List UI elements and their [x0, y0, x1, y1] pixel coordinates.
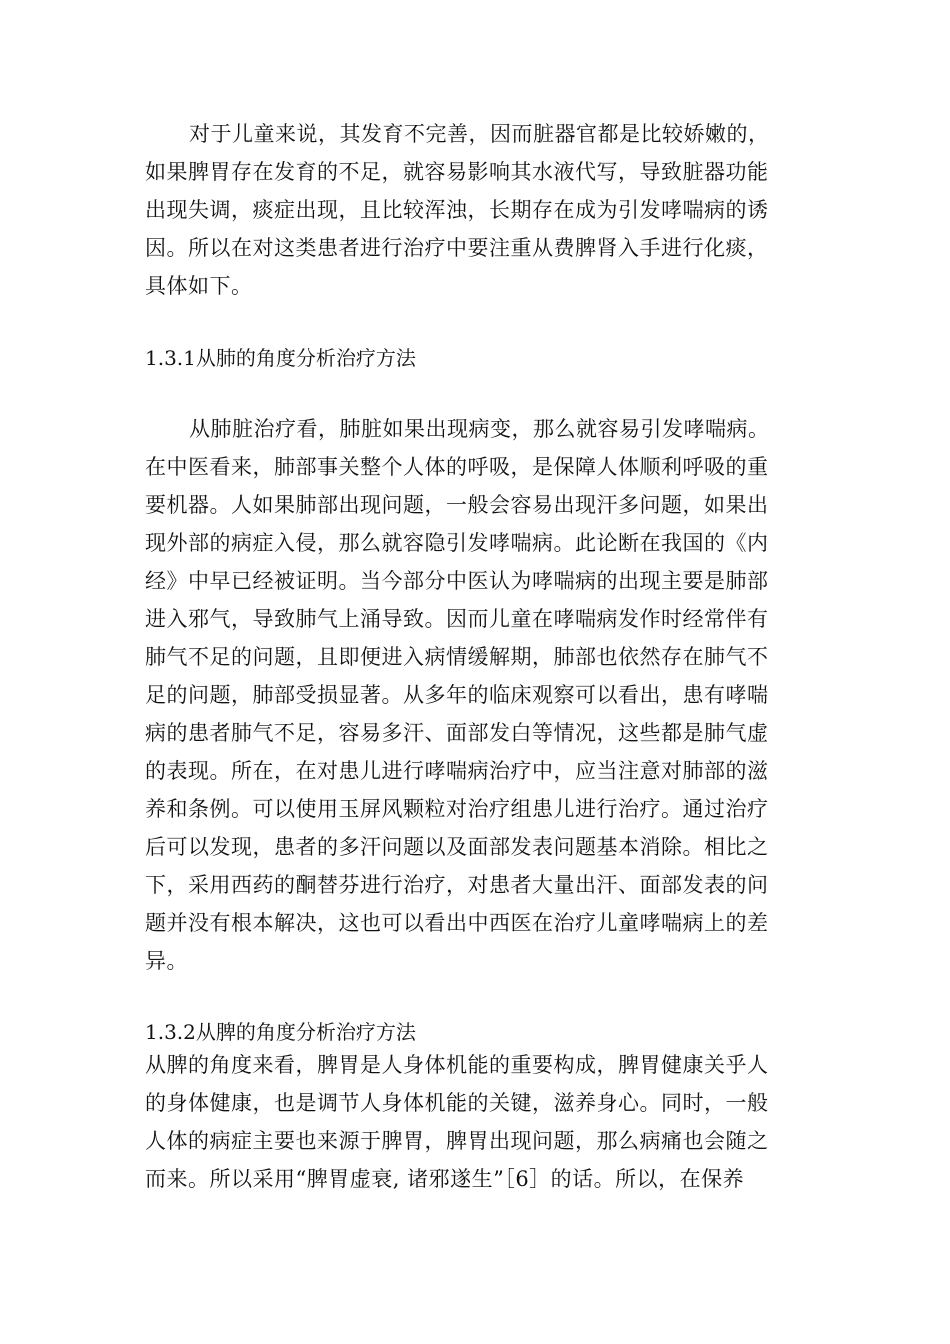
paragraph-line: 对于儿童来说，其发育不完善，因而脏器官都是比较娇嫩的， [189, 122, 770, 146]
paragraph-line: 出现失调，痰症出现，且比较浑浊，长期存在成为引发哮喘病的诱 [145, 198, 769, 222]
section-heading-spleen: 1.3.2从脾的角度分析治疗方法 [145, 1020, 416, 1044]
paragraph-line: 现外部的病症入侵，那么就容隐引发哮喘病。此论断在我国的《内 [145, 531, 769, 555]
paragraph-line: 下，采用西药的酮替芬进行治疗，对患者大量出汗、面部发表的问 [145, 873, 769, 897]
paragraph-line: 从脾的角度来看，脾胃是人身体机能的重要构成，脾胃健康关乎人 [145, 1053, 769, 1077]
paragraph-line: 的表现。所在，在对患儿进行哮喘病治疗中，应当注意对肺部的滋 [145, 759, 769, 783]
paragraph-line: 病的患者肺气不足，容易多汗、面部发白等情况，这些都是肺气虚 [145, 721, 769, 745]
paragraph-line: 因。所以在对这类患者进行治疗中要注重从费脾肾入手进行化痰， [145, 236, 769, 260]
paragraph-line: 从肺脏治疗看，肺脏如果出现病变，那么就容易引发哮喘病。 [189, 417, 770, 441]
paragraph-line: 养和条例。可以使用玉屏风颗粒对治疗组患儿进行治疗。通过治疗 [145, 797, 769, 821]
paragraph-line: 在中医看来，肺部事关整个人体的呼吸，是保障人体顺利呼吸的重 [145, 455, 769, 479]
paragraph-line: 的身体健康，也是调节人身体机能的关键，滋养身心。同时，一般 [145, 1091, 769, 1115]
paragraph-line: 进入邪气，导致肺气上涌导致。因而儿童在哮喘病发作时经常伴有 [145, 607, 769, 631]
paragraph-line: 异。 [145, 949, 188, 973]
paragraph-line: 而来。所以采用“脾胃虚衰, 诸邪遂生”［6］的话。所以，在保养 [145, 1167, 745, 1191]
paragraph-line: 如果脾胃存在发育的不足，就容易影响其水液代写，导致脏器功能 [145, 160, 769, 184]
paragraph-line: 人体的病症主要也来源于脾胃，脾胃出现问题，那么病痛也会随之 [145, 1129, 769, 1153]
section-heading-lung: 1.3.1从肺的角度分析治疗方法 [145, 346, 416, 370]
paragraph-line: 要机器。人如果肺部出现问题，一般会容易出现汗多问题，如果出 [145, 493, 769, 517]
paragraph-line: 肺气不足的问题，且即便进入病情缓解期，肺部也依然存在肺气不 [145, 645, 769, 669]
paragraph-line: 后可以发现，患者的多汗问题以及面部发表问题基本消除。相比之 [145, 835, 769, 859]
paragraph-line: 经》中早已经被证明。当今部分中医认为哮喘病的出现主要是肺部 [145, 569, 769, 593]
paragraph-line: 具体如下。 [145, 274, 253, 298]
paragraph-line: 足的问题，肺部受损显著。从多年的临床观察可以看出，患有哮喘 [145, 683, 769, 707]
paragraph-line: 题并没有根本解决，这也可以看出中西医在治疗儿童哮喘病上的差 [145, 911, 769, 935]
